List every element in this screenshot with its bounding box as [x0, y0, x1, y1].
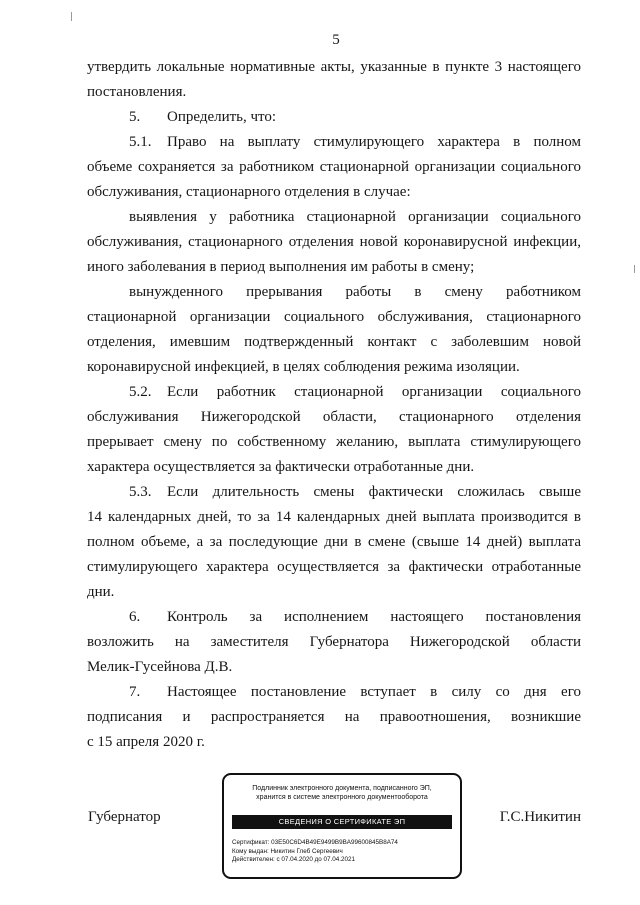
text-line [87, 205, 581, 230]
text-line [87, 255, 581, 280]
text-line [87, 55, 581, 80]
text-line [87, 155, 581, 180]
clause-number: 5.3. [129, 484, 152, 500]
text-line [87, 330, 581, 355]
text-line [87, 555, 581, 580]
line-text: возложить на заместителя Губернатора Нижегородской области [87, 634, 581, 650]
text-line [87, 180, 581, 205]
line-text: стимулирующего характера осуществляется за фактически отработанные [87, 559, 581, 575]
line-text: утвердить локальные нормативные акты, указанные в пункте 3 настоящего [87, 59, 581, 75]
electronic-signature-stamp [222, 773, 462, 879]
clause-number: 7. [129, 684, 141, 700]
stamp-note-line: Подлинник электронного документа, подписанного ЭП, [252, 785, 432, 792]
line-text: Право на выплату стимулирующего характера в полном [167, 134, 581, 150]
line-text: полном объеме, а за последующие дни в смене (свыше 14 дней) выплата [87, 534, 581, 550]
text-line [87, 705, 581, 730]
text-line [87, 305, 581, 330]
validity-value: с 07.04.2020 до 07.04.2021 [276, 856, 356, 863]
certificate-row [232, 839, 398, 848]
text-line [87, 230, 581, 255]
certificate-value: 03E50C6D4B49E9499B9BA99600845B8A74 [271, 839, 398, 846]
line-text: прерывает смену по собственному желанию, выплата стимулирующего [87, 434, 581, 450]
line-text: Настоящее постановление вступает в силу со дня его [167, 684, 581, 700]
scan-artifact [71, 12, 72, 21]
line-text: с 15 апреля 2020 г. [87, 734, 205, 750]
stamp-note [224, 784, 460, 802]
signatory-name: Г.С.Никитин [499, 809, 581, 825]
scan-artifact [634, 265, 635, 273]
line-text: Мелик-Гусейнова Д.В. [87, 659, 233, 675]
text-line [87, 630, 581, 655]
line-text: вынужденного прерывания работы в смену работником [129, 284, 581, 300]
text-line [87, 505, 581, 530]
text-line [87, 80, 581, 105]
text-line [87, 380, 581, 405]
line-text: выявления у работника стационарной организации социального [129, 209, 581, 225]
clause-number: 5.1. [129, 134, 152, 150]
line-text: Определить, что: [167, 109, 277, 125]
stamp-note-line: хранится в системе электронного документооборота [256, 794, 428, 801]
line-text: отделения, имевшим подтвержденный контакт с заболевшим новой [87, 334, 581, 350]
line-text: Если работник стационарной организации социального [167, 384, 581, 400]
issued-to-label: Кому выдан: [232, 847, 269, 855]
text-line [87, 730, 581, 755]
validity-label: Действителен: [232, 856, 275, 863]
text-line [87, 655, 581, 680]
text-line [87, 580, 581, 605]
line-text: стационарной организации социального обслуживания, стационарного [87, 309, 581, 325]
text-line [87, 530, 581, 555]
line-text: дни. [87, 584, 115, 600]
text-line [87, 405, 581, 430]
signatory-position: Губернатор [88, 809, 161, 825]
clause-number: 5. [129, 109, 141, 125]
text-line [87, 280, 581, 305]
text-line [87, 480, 581, 505]
text-line [87, 130, 581, 155]
text-line [87, 105, 581, 130]
certificate-details [232, 839, 398, 865]
line-text: подписания и распространяется на правоотношения, возникшие [87, 709, 581, 725]
issued-to-value: Никитин Глеб Сергеевич [270, 847, 343, 855]
text-line [87, 355, 581, 380]
document-body [87, 55, 581, 755]
text-line [87, 455, 581, 480]
validity-row [232, 856, 398, 865]
line-text: коронавирусной инфекцией, в целях соблюдения режима изоляции. [87, 359, 520, 375]
line-text: 14 календарных дней, то за 14 календарных дней выплата производится в [87, 509, 581, 525]
line-text: характера осуществляется за фактически отработанные дни. [87, 459, 475, 475]
line-text: Контроль за исполнением настоящего постановления [167, 609, 581, 625]
certificate-label: Сертификат: [232, 839, 270, 846]
page-number: 5 [332, 32, 340, 48]
line-text: объеме сохраняется за работником стационарной организации социального [87, 159, 581, 175]
issued-to-row [232, 848, 398, 857]
line-text: иного заболевания в период выполнения им работы в смену; [87, 259, 475, 275]
text-line [87, 430, 581, 455]
clause-number: 5.2. [129, 384, 152, 400]
line-text: обслуживания, стационарного отделения в случае: [87, 184, 411, 200]
clause-number: 6. [129, 609, 141, 625]
line-text: постановления. [87, 84, 187, 100]
line-text: обслуживания Нижегородской области, стационарного отделения [87, 409, 581, 425]
text-line [87, 680, 581, 705]
line-text: Если длительность смены фактически сложилась свыше [167, 484, 581, 500]
line-text: обслуживания, стационарного отделения новой коронавирусной инфекции, [87, 234, 581, 250]
text-line [87, 605, 581, 630]
stamp-header: СВЕДЕНИЯ О СЕРТИФИКАТЕ ЭП [232, 815, 452, 829]
